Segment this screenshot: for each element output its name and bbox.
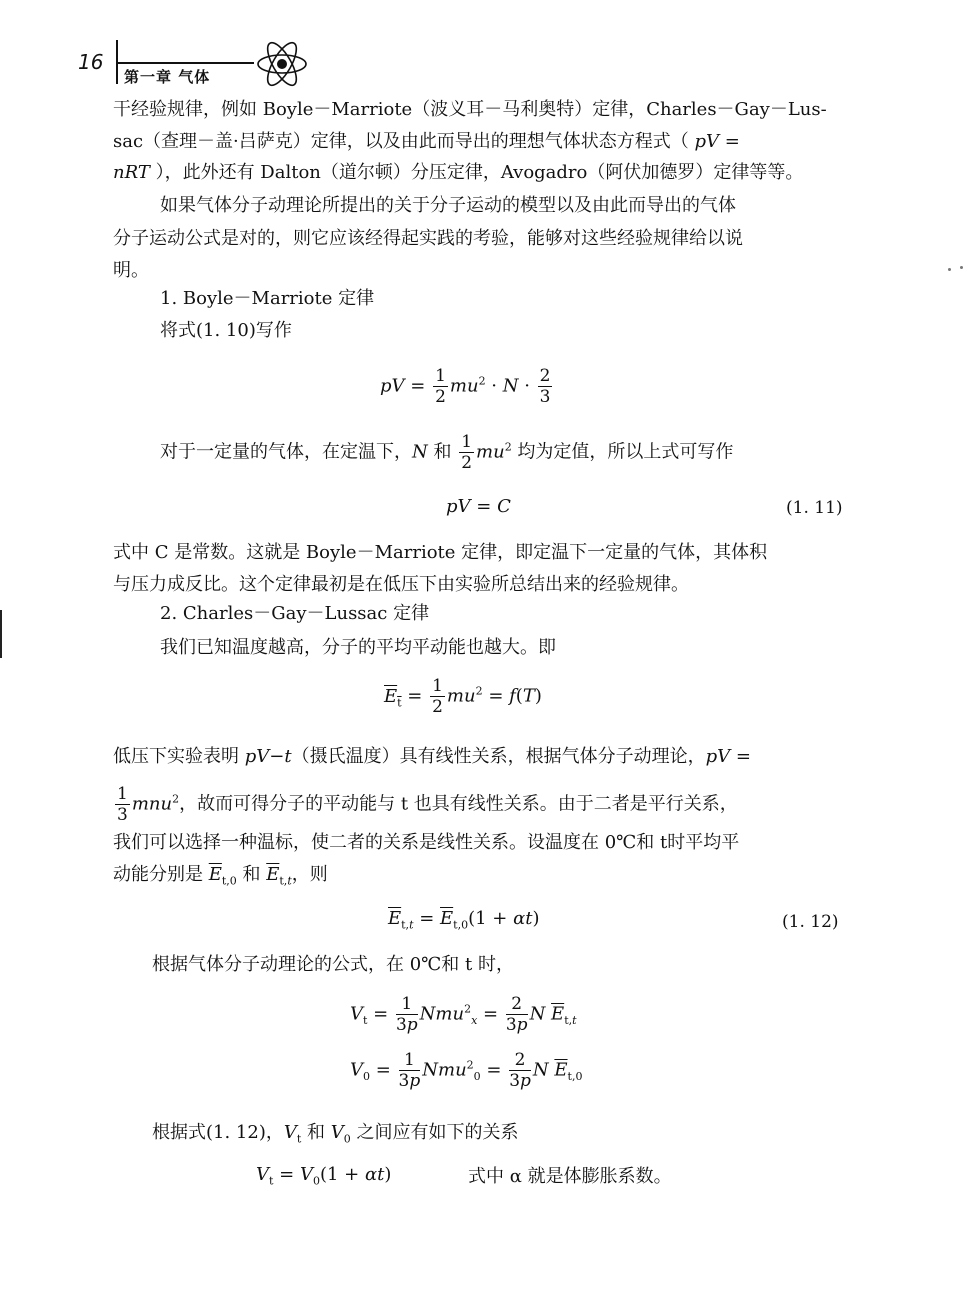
paragraph-line: 式中 α 就是体膨胀系数。 [468, 1166, 672, 1187]
paragraph-line: nRT ），此外还有 Dalton（道尔顿）分压定律，Avogadro（阿伏加德罗）定律等等。 [113, 162, 804, 183]
paragraph-line: 干经验规律，例如 Boyle－Marriote（波义耳－马利奥特）定律，Charles－Gay－Lus- [113, 99, 827, 120]
paragraph-line: 式中 C 是常数。这就是 Boyle－Marriote 定律，即定温下一定量的气体，其体积 [113, 542, 768, 563]
page-number: 16 [78, 50, 104, 74]
section-heading: 1. Boyle－Marriote 定律 [160, 288, 375, 309]
margin-mark [0, 610, 2, 658]
equation: $V_t = V_0(1 + \alpha t)$ [256, 1164, 392, 1188]
scan-speck [948, 268, 951, 271]
equation: pV = $\frac{1}{2}$ $mu^2 \cdot N$ · $\frac{2}{3}$ [380, 366, 551, 407]
header-rule-horizontal [116, 62, 254, 64]
paragraph-line: 根据气体分子动理论的公式，在 0℃和 t 时， [152, 954, 514, 975]
equation-number: (1. 12) [782, 912, 839, 932]
equation: $E_t$ = $\frac{1}{2}$ $mu^2 = f(T)$ [384, 676, 542, 717]
equation: pV = C [446, 496, 511, 517]
paragraph-line: sac（查理－盖·吕萨克）定律，以及由此而导出的理想气体状态方程式（ pV = [113, 131, 740, 152]
paragraph-line: 我们可以选择一种温标，使二者的关系是线性关系。设温度在 0℃和 t时平均平 [113, 832, 740, 853]
paragraph-line: 明。 [113, 260, 149, 281]
paragraph-line: $\frac{1}{3}$ mnu$^2$，故而可得分子的平动能与 t 也具有线性关系。由于二者是平行关系， [117, 784, 738, 825]
paragraph-line: 低压下实验表明 pV−t（摄氏温度）具有线性关系，根据气体分子动理论，pV = [113, 746, 751, 767]
atom-icon [254, 38, 310, 90]
section-heading: 2. Charles－Gay－Lussac 定律 [160, 603, 430, 624]
paragraph-line: 我们已知温度越高，分子的平均平动能也越大。即 [160, 637, 556, 658]
equation-number: (1. 11) [786, 498, 843, 518]
paragraph-line: 如果气体分子动理论所提出的关于分子运动的模型以及由此而导出的气体 [160, 195, 736, 216]
equation: $V_0$ = $\frac{1}{3p}$ Nmu$^2_0$ = $\frac{2}{3p}$ N $\overline{E}_{t,0}$ [350, 1050, 583, 1091]
scan-speck [960, 266, 963, 269]
paragraph-line: 动能分别是 $\overline{E}_{t,0}$ 和 $\overline{E}_{t,t}$，则 [113, 864, 328, 888]
paragraph-line: 分子运动公式是对的，则它应该经得起实践的考验，能够对这些经验规律给以说 [113, 228, 743, 249]
paragraph-line: 与压力成反比。这个定律最初是在低压下由实验所总结出来的经验规律。 [113, 574, 689, 595]
chapter-title: 第一章 气体 [124, 68, 211, 86]
equation: $V_t$ = $\frac{1}{3p}$ Nmu$^2_x$ = $\frac{2}{3p}$ N $\overline{E}_{t,t}$ [350, 994, 577, 1035]
equation: $\overline{E}_{t,t} = \overline{E}_{t,0}(1 + \alpha t)$ [388, 908, 540, 932]
paragraph-line: 对于一定量的气体，在定温下，N 和 $\frac{1}{2}$ $mu^2$ 均为定值，所以上式可写作 [160, 432, 734, 473]
paragraph-line: 根据式(1. 12)，$V_t$ 和 $V_0$ 之间应有如下的关系 [152, 1122, 519, 1146]
paragraph-line: 将式(1. 10)写作 [160, 320, 292, 341]
